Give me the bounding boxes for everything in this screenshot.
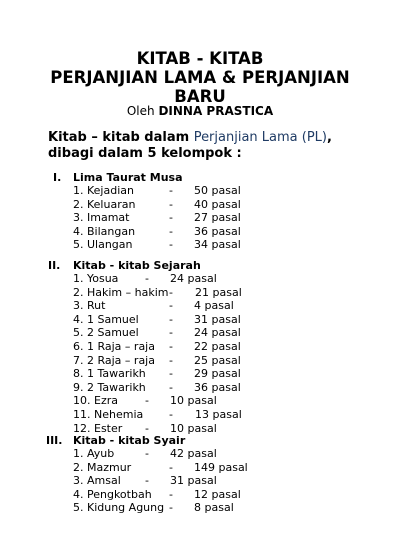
chapter-count: 22 pasal [194, 340, 241, 353]
chapter-count: 36 pasal [194, 380, 241, 394]
book-dash: - [169, 487, 173, 501]
book-dash: - [169, 285, 173, 299]
chapter-count: 149 pasal [194, 460, 248, 474]
book-name: 5. 2 Samuel [73, 326, 139, 340]
book-name: 5. Kidung Agung [73, 501, 165, 515]
book-name: 1. Ayub [73, 447, 115, 460]
chapter-count: 31 pasal [170, 474, 217, 488]
book-dash: - [169, 326, 173, 340]
intro-line-2: dibagi dalam 5 kelompok : [48, 146, 242, 161]
book-name: 1. Kejadian [73, 184, 134, 197]
document-title [0, 49, 400, 106]
group-number: I. [53, 171, 62, 184]
book-dash: - [169, 501, 173, 515]
chapter-count: 13 pasal [195, 408, 242, 421]
chapter-count: 27 pasal [194, 211, 241, 225]
book-name: 5. Ulangan [73, 238, 133, 252]
book-dash: - [169, 224, 173, 238]
group-number: III. [46, 434, 63, 447]
book-dash: - [145, 272, 149, 285]
chapter-count: 24 pasal [194, 326, 241, 340]
book-name: 3. Imamat [73, 211, 130, 225]
book-name: 4. Pengkotbah [73, 487, 152, 501]
group-heading: Lima Taurat Musa [73, 171, 183, 184]
book-name: 11. Nehemia [73, 408, 144, 421]
chapter-count: 36 pasal [194, 224, 241, 238]
book-name: 6. 1 Raja – raja [73, 340, 155, 353]
chapter-count: 34 pasal [194, 238, 241, 252]
chapter-count: 24 pasal [170, 272, 217, 285]
intro-comma: , [326, 130, 332, 145]
author-name: DINNA PRASTICA [158, 104, 274, 118]
book-dash: - [169, 367, 173, 381]
book-name: 3. Amsal [73, 474, 121, 488]
intro-highlight: Perjanjian Lama (PL) [193, 130, 327, 145]
author-line [0, 104, 400, 119]
title-line-1: KITAB - KITAB [136, 49, 264, 68]
book-name: 2. Mazmur [73, 460, 132, 474]
book-dash: - [169, 380, 173, 394]
book-dash: - [145, 447, 149, 460]
book-name: 1. Yosua [73, 272, 119, 285]
book-name: 2. Hakim – hakim [73, 285, 169, 299]
chapter-count: 10 pasal [170, 421, 217, 435]
chapter-count: 25 pasal [194, 353, 241, 367]
book-dash: - [169, 340, 173, 353]
author-prefix: Oleh [126, 104, 155, 118]
book-name: 10. Ezra [73, 394, 118, 408]
book-dash: - [169, 408, 173, 421]
book-name: 9. 2 Tawarikh [73, 380, 146, 394]
book-dash: - [169, 211, 173, 225]
book-name: 3. Rut [73, 299, 106, 313]
chapter-count: 50 pasal [194, 184, 241, 197]
chapter-count: 4 pasal [194, 299, 234, 313]
book-name: 4. Bilangan [73, 224, 136, 238]
book-dash: - [169, 299, 173, 313]
book-dash: - [145, 394, 149, 408]
chapter-count: 8 pasal [194, 501, 234, 515]
book-dash: - [169, 197, 173, 211]
group-heading: Kitab - kitab Syair [73, 434, 186, 447]
chapter-count: 12 pasal [194, 487, 241, 501]
chapter-count: 10 pasal [170, 394, 217, 408]
chapter-count: 21 pasal [195, 285, 242, 299]
chapter-count: 40 pasal [194, 197, 241, 211]
book-name: 2. Keluaran [73, 197, 136, 211]
book-dash: - [169, 312, 173, 326]
book-name: 7. 2 Raja – raja [73, 353, 155, 367]
intro-paragraph [48, 130, 332, 162]
group-heading: Kitab - kitab Sejarah [73, 259, 201, 272]
book-name: 8. 1 Tawarikh [73, 367, 146, 381]
chapter-count: 42 pasal [170, 447, 217, 460]
chapter-count: 31 pasal [194, 312, 241, 326]
book-dash: - [145, 474, 149, 488]
title-line-2: PERJANJIAN LAMA & PERJANJIAN [50, 68, 350, 87]
book-dash: - [169, 460, 173, 474]
book-name: 12. Ester [73, 421, 123, 435]
title-line-3: BARU [174, 87, 226, 106]
intro-text: Kitab – kitab dalam [48, 130, 190, 145]
group-number: II. [48, 259, 61, 272]
book-dash: - [169, 184, 173, 197]
book-name: 4. 1 Samuel [73, 312, 139, 326]
chapter-count: 29 pasal [194, 367, 241, 381]
book-dash: - [169, 238, 173, 252]
book-dash: - [145, 421, 149, 435]
book-dash: - [169, 353, 173, 367]
